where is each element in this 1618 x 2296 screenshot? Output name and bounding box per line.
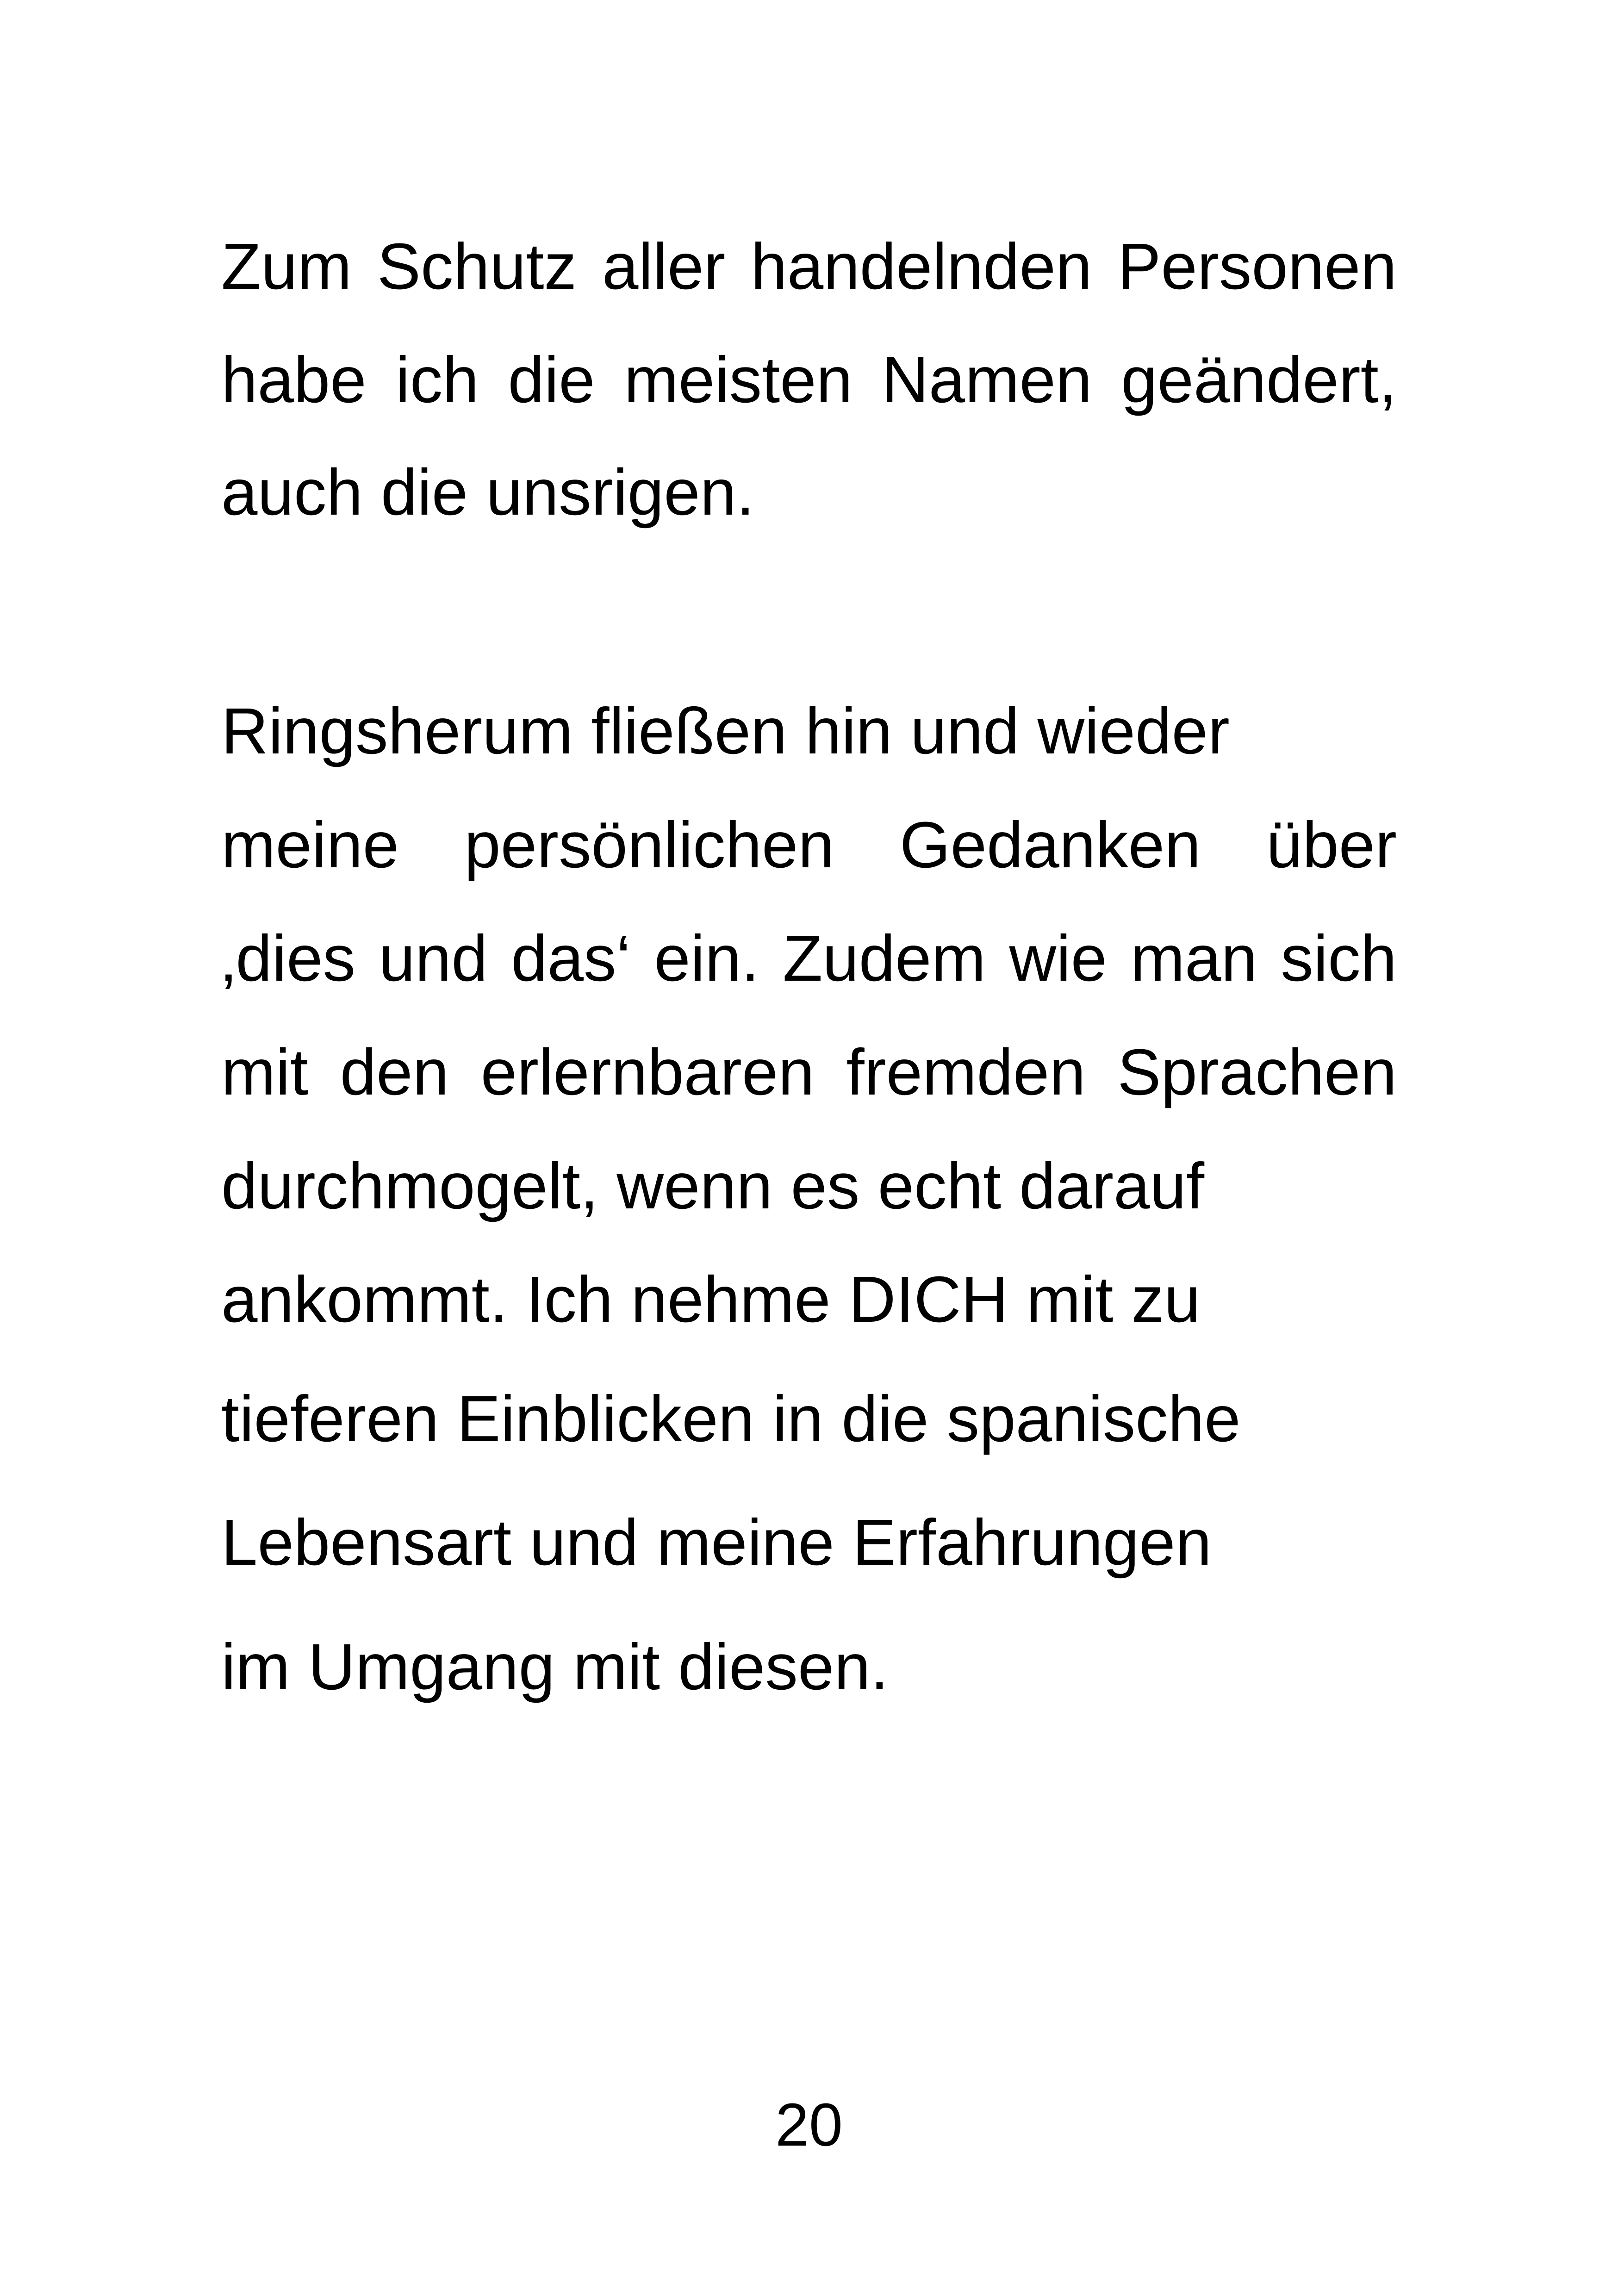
text-line: Lebensart und meine Erfahrungen — [221, 1506, 1212, 1579]
page-number: 20 — [775, 2091, 843, 2159]
text-line: mit den erlernbaren fremden Sprachen — [221, 1035, 1397, 1108]
text-line: auch die unsrigen. — [221, 455, 755, 529]
text-line: habe ich die meisten Namen geändert, — [221, 343, 1397, 416]
text-line: Zum Schutz aller handelnden Personen — [221, 230, 1397, 303]
text-line: durchmogelt, wenn es echt darauf — [221, 1149, 1205, 1222]
text-line: ankommt. Ich nehme DICH mit zu — [221, 1263, 1201, 1336]
text-line: tieferen Einblicken in die spanische — [221, 1382, 1241, 1455]
text-line: Ringsherum fließen hin und wieder — [221, 694, 1230, 767]
text-line: im Umgang mit diesen. — [221, 1630, 889, 1703]
text-line: meine persönlichen Gedanken über — [221, 808, 1397, 881]
text-line: ‚dies und das‘ ein. Zudem wie man sich — [221, 921, 1397, 995]
